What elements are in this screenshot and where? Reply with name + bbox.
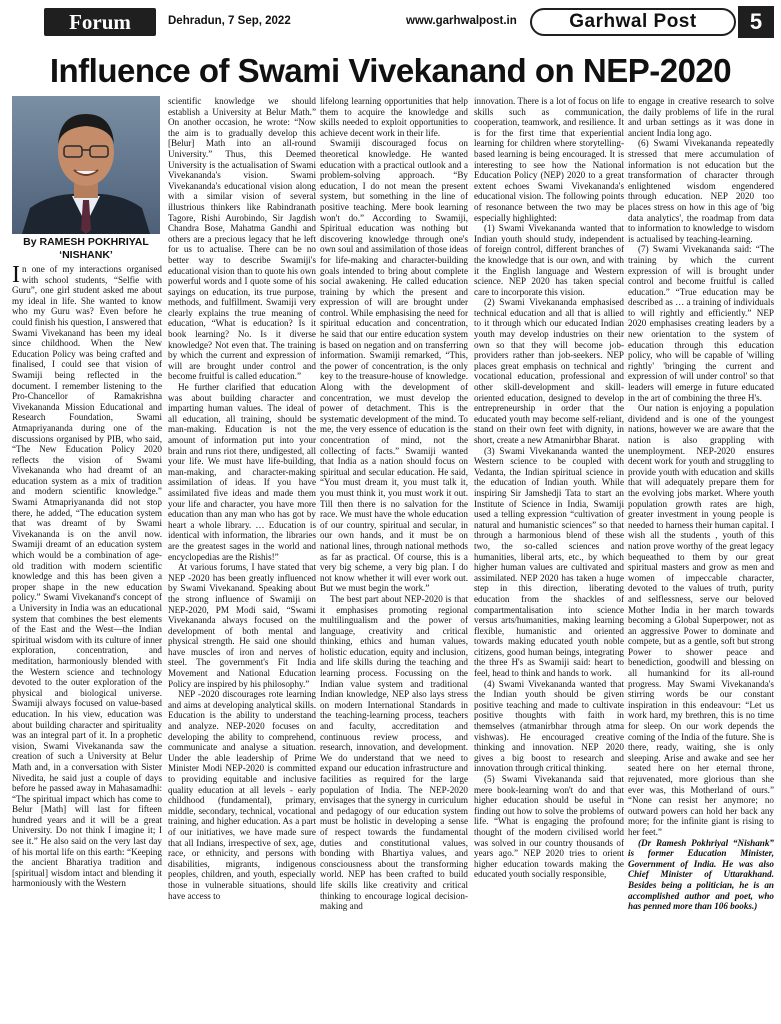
paragraph: innovation. There is a lot of focus on life skills such as communication, cooperation, teamwork, and resilience. It is for the first time that experiential learning for children where storytelling-based learning is being encouraged. It is interesting to see how the National Education Policy (NEP) 2020 to a great extent echoes Swami Vivekananda's educational vision. The following points of resonance between the two may be especially highlighted:	[474, 96, 624, 223]
author-bio: (Dr Ramesh Pokhriyal “Nishank” is former Education Minister, Government of India. He was also Chief Minister of Uttarakhand. Besides being a politician, he is an accomplished author and poet, who has penned more than 106 books.)	[628, 837, 774, 912]
newspaper-masthead: Garhwal Post	[530, 8, 736, 36]
paragraph: Swamiji discouraged focus on theoretical knowledge. He wanted education with a practical outlook and a problem-solving approach. “By education, I do not mean the present system, but something in the line of positive teaching. Mere book learning won't do.” According to Swamiji, Spiritual education was nothing but discovering knowledge through one's own soul and assimilation of those ideas for life-making and character-building goals intended to bring about complete social awakening. He called education training by which the present and expression of will are brought under control. While emphasising the need for spiritual education and concentration, he said that our entire education system is based on negation and on transferring information. Swamiji remarked, “This, the power of concentration, is the only key to the treasure-house of knowledge. Along with the development of concentration, we must develop the power of detachment. This is the systematic development of the mind. To me, the very essence of education is the concentration of mind, not the collecting of facts.” Swamiji wanted that India as a nation should focus on spiritual and secular education. He said, “You must dream it, you must talk it, you must think it, you must work it out. Till then there is no salvation for the race. We must have the whole education of our country, spiritual and secular, in our own hands, and it must be on national lines, through national methods as far as practical. Of course, this is a very big scheme, a very big plan. I do not know whether it will ever work out. But we must begin the work.”	[320, 138, 468, 594]
paragraph: (6) Swami Vivekananda repeatedly stressed that mere accumulation of information is not education but the transformation of character through enlightened wisdom engendered through education. NEP 2020 too places stress on how in this age of 'big data analytics', the roadmap from data to information to knowledge to wisdom is actualised by teaching-learning.	[628, 138, 774, 244]
article-column-3	[320, 96, 468, 1020]
paragraph: to engage in creative research to solve the daily problems of life in the rural and urban settings as it was done in ancient India long ago.	[628, 96, 774, 138]
article-column-1	[12, 264, 162, 1020]
paragraph: Our nation is enjoying a population dividend and is one of the youngest nations, however we are aware that the nation is also grappling with unemployment. NEP-2020 ensures decent work for youth and struggling to provide youth with education and skills that will adequately prepare them for the evolving jobs market. Where youth population growth rates are high, greater investment in young people is needed to harness their human capital. I wish all the students , youth of this nation prove worthy of the great legacy bequeathed to them by our great spiritual masters and grow as men and women of impeccable character, devoted to the values of truth, purity and selflessness, serve our beloved Mother India in her march towards becoming a Global Superpower, not as an aggressive Power to dominate and compete, but as a gentle, soft but strong Power to shower peace and benediction, goodwill and blessing on all humankind for its all-round progress. May Swami Vivekananda's stirring words be our constant inspiration in this endeavour: “Let us work hard, my brethren, this is no time for sleep. On our work depends the coming of the India of the future. She is there, ready, waiting, she is only sleeping. Arise and awake and see her seated here on her eternal throne, rejuvenated, more glorious than she ever was, this Motherland of ours.” “None can resist her anymore; no outward powers can hold her back any more; for the infinite giant is rising to her feet.”	[628, 403, 774, 837]
paragraph: At various forums, I have stated that NEP -2020 has been greatly influenced by Swami Vivekanand. Speaking about the strong influence of Swamiji on NEP-2020, PM Modi said, “Swami Vivekananda always focused on the development of both mental and physical strength. He said one should have muscles of iron and nerves of steel. The government's Fit India Movement and National Education Policy are inspired by his philosophy.”	[168, 562, 316, 689]
author-photo	[12, 96, 160, 234]
paragraph: (5) Swami Vivekananda said that mere book-learning won't do and that higher education should be useful in finding out how to solve the problems of life. “What is engaging the profound thought of the modern civilised world was solved in our country thousands of years ago.” NEP 2020 tries to orient higher education towards making the educated youth socially responsible,	[474, 774, 624, 880]
page-number: 5	[738, 6, 774, 38]
paragraph: lifelong learning opportunities that help them to acquire the knowledge and skills needed to exploit opportunities to achieve decent work in their life.	[320, 96, 468, 138]
paragraph: (2) Swami Vivekananda emphasised technical education and all that is allied to it through which our educated Indian youth may develop industries on their own so that they will become job-providers rather than job-seekers. NEP places great emphasis on technical and vocational education, professional and other skill-development and skill-oriented education, designed to develop entrepreneurship in order that the educated youth may become self-reliant, stand on their own feet with dignity, in short, create a new Atmanirbhar Bharat.	[474, 297, 624, 445]
article-column-2	[168, 96, 316, 1020]
author-byline	[12, 236, 160, 262]
author-portrait-image	[12, 96, 160, 234]
dateline: Dehradun, 7 Sep, 2022	[168, 15, 291, 27]
article-headline: Influence of Swami Vivekanand on NEP-2020	[49, 52, 732, 89]
paragraph: scientific knowledge we should establish a University at Belur Math.” On another occasion, he wrote: “Now the aim is to gradually develop this [Belur] Math into an all-round University.” Thus, this Deemed University is the actualisation of Swami Vivekananda's vision. Swami Vivekananda's educational vision along with a similar vision of several illustrious thinkers like Rabindranath Tagore, Rishi Aurobindo, Sir Jagdish Chandra Bose, Mahatma Gandhi and others are a precious legacy that he left for us to actualise. There can be no better way to describe Swamiji's educational vision than to quote his own powerful words and I quote some of his sayings on education, its true purpose, methods, and fulfillment. Swamiji very clearly explains the true meaning of education, “What is education? Is it book learning? No. Is it diverse knowledge? Not even that. The training by which the current and expression of will are brought under control and become fruitful is called education.”	[168, 96, 316, 382]
paragraph: (4) Swami Vivekananda wanted that the Indian youth should be given positive teaching and made to cultivate positive thoughts with faith in themselves (atmanirbhar through atma vishwas). He encouraged creative thinking and innovation. NEP 2020 gives a big boost to research and innovation through critical thinking.	[474, 678, 624, 774]
paragraph: In one of my interactions organised with school students, “Selfie with Guru”, one girl student asked me about my ideal in life. She wanted to know who my Guru was? Even before he could finish his question, I answered that Swami Vivekanand has been my ideal since childhood. When the New Education Policy was being crafted and finalised, I could see that vision of Swamiji being reflected in the document. I remember listening to the Pro-Chancellor of Ramakrishna Vivekananda Mission Educational and Research Foundation, Swami Atmapriyananda during one of the discussions organised by PIB, who said, “The New Education Policy 2020 reflects the vision of Swami Vivekananda who had dreamt of an education system as a mix of tradition and modern scientific knowledge.” Swami Atmapriyananda did not stop there, he added, “The education system that was dreamt of by Swami Vivekananda is on the anvil now. Swamiji dreamt of an education system which would be a combination of age-old tradition with modern scientific knowledge and this has been given a proper shape in the new education policy.” Swami Vivekanand's concept of a University in India was an educational system that combines the best elements of the East and the West—the Indian spiritual wisdom with its culture of inner exploration, concentration, and meditation, harmoniously blended with the Western science and technology devoted to the outer exploration of the physical and biological universe. Swamiji always focused on value-based education. In his view, education was about building character and spirituality was an integral part of it. In a prophetic vision, Swami Vivekananda saw the creation of such a University at Belur Math and, in a conversation with Sister Nivedita, he said just a couple of days before he passed away in Mahasamadhi: “The spiritual impact which has come to Belur [Math] will last for fifteen hundred years and it will be a great University. Do not think I imagine it; I see it.” He also said on the very last day of his mortal life on this earth: “Keeping the ancient Bharatiya tradition and [spiritual] wisdom intact and blending it harmoniously with the Western	[12, 264, 162, 889]
article-column-5	[628, 96, 774, 1020]
paragraph: He further clarified that education was about building character and imparting human values. The ideal of all education, all training, should be man-making. Education is not the amount of information put into your brain and runs riot there, undigested, all your life. We must have life-building, man-making, and character-making assimilation of ideas. If you have assimilated five ideas and made them your life and character, you have more education than any man who has got by heart a whole library. … Education is identical with information, the libraries are the greatest sages in the world and encyclopedias are the Rishis!”	[168, 382, 316, 562]
website-url: www.garhwalpost.in	[406, 15, 517, 27]
section-label: Forum	[44, 8, 156, 36]
paragraph: (7) Swami Vivekananda said: “The training by which the current expression of will is brought under control and become fruitful is called education.” “True education may be described as … a training of individuals to will rightly and efficiently.” NEP 2020 emphasises creating leaders by a new orientation to the system of education through this education policy, who will be capable of 'willing rightly' 'bringing the current and expression of will under control' so that leaders will emerge in future educated in the art of combining the three H's.	[628, 244, 774, 403]
byline-pen-name: ‘NISHANK’	[59, 249, 113, 261]
drop-cap: I	[12, 264, 20, 288]
paragraph: (3) Swami Vivekananda wanted the Western science to be coupled with Vedanta, the Indian spiritual science in the education of Indian youth. While inspiring Sir Jamshedji Tata to start an Institute of Science in India, Swamiji used a telling expression “cultivation of natural and humanistic sciences” so that through a harmonious blend of these two, the so-called sciences and humanities, liberal arts, etc., by which higher human values are cultivated and assimilated. NEP 2020 has taken a huge step in this direction, liberating education from the shackles of compartmentalisation into science versus arts/humanities, making learning flexible, humanistic and oriented towards making educated youth noble citizens, good human beings, integrating the three H's as Swamiji said: heart to feel, head to think and hands to work.	[474, 445, 624, 679]
page-header	[0, 0, 781, 44]
article-column-4	[474, 96, 624, 1020]
paragraph: The best part about NEP-2020 is that it emphasises promoting regional multilingualism and the power of language, creativity and critical thinking, ethics and human values, holistic education, equity and inclusion, and life skills during the teaching and learning process. Focussing on the Indian value system and traditional Indian knowledge, NEP also lays stress on modern International Standards in the teaching-learning process, teachers and faculty, accreditation and continuous review process, and research, innovation, and development. We do understand that we need to expand our education infrastructure and facilities as required for the large population of India. The NEP-2020 envisages that the synergy in curriculum and pedagogy of our education system must be holistic in developing a sense of respect towards the fundamental duties and constitutional values, bonding with Bhartiya values, and consciousness about the transforming world. NEP has been crafted to build life skills like creativity and critical thinking to encourage logical decision-making and	[320, 593, 468, 912]
paragraph: NEP -2020 discourages rote learning and aims at developing analytical skills. Education is the ability to understand and analyze. NEP-2020 focuses on developing the ability to comprehend, communicate and analyse a situation. Under the able leadership of Prime Minister Modi NEP-2020 is committed to providing equitable and inclusive quality education at all levels - early childhood (fundamental), primary, middle, secondary, technical, vocational training, and higher education. As a part of our initiatives, we have made sure that all Indians, irrespective of sex, age, race, or ethnicity, and persons with disabilities, migrants, indigenous peoples, children, and youth, especially those in vulnerable situations, should have access to	[168, 689, 316, 901]
byline-name: By RAMESH POKHRIYAL	[23, 236, 149, 248]
paragraph: (1) Swami Vivekananda wanted that Indian youth should study, independent of foreign control, different branches of the knowledge that is our own, and with it the English language and Western science. NEP 2020 has taken special care to incorporate this vision.	[474, 223, 624, 297]
